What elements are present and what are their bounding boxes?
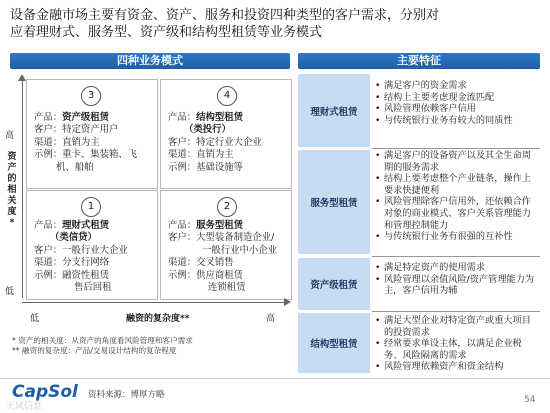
- watermark: 天风信息: [6, 402, 43, 412]
- page-title: 设备金融市场主要有资金、资产、服务和投资四种类型的客户需求，分别对 应着理财式、服务型、资产级和结构型租赁等业务模式: [10, 8, 440, 40]
- feature-list-structured: • 满足大型企业对特定资产或重大项目的投资需求 • 经常要求单设主体，以满足企业税务、风险隔离的需求 • 风险管理依赖资产和资金结构: [374, 315, 540, 373]
- capsol-logo: CapSol: [12, 382, 78, 402]
- quadrant-4-number: 4: [217, 86, 237, 106]
- quadrant-2-number: 2: [217, 197, 237, 217]
- feature-label-asset: 资产级租赁: [298, 258, 370, 310]
- quadrant-2-text: 产品：服务型租赁 客户：大型装备制造企业/ 一般行业中小企业 渠道：交叉销售 示例：供应商租赁 连锁租赁: [168, 220, 278, 294]
- feature-list-asset: • 满足特定资产的使用需求 • 风险管理以余值风险/资产管理能力为主，客户信用为辅: [374, 262, 540, 297]
- y-axis-line: [22, 80, 23, 298]
- quadrant-3-number: 3: [81, 86, 101, 106]
- x-axis-arrow: [284, 298, 291, 306]
- y-axis-low: 低: [5, 287, 15, 297]
- y-axis-label: 资 产 的 相 关 度 *: [7, 152, 17, 228]
- feature-divider: [372, 311, 540, 312]
- x-axis-high: 高: [266, 314, 276, 324]
- quadrant-1-text: 产品：理财式租赁 （类信贷） 客户：一般行业大企业 渠道：分支行网络 示例：融资性租赁 售后回租: [34, 220, 128, 294]
- footnotes: * 资产的相关度：从资产的角度看风险管理和客户需求 ** 融资的复杂度：产品/交易设计结构的复杂程度: [12, 336, 193, 355]
- quadrant-1-number: 1: [81, 197, 101, 217]
- feature-list-wealth: • 满足客户的资金需求 • 结构上主要考虑现金流匹配 • 风险管理依赖客户信用 • 与传统银行业务有较大的同质性: [374, 80, 540, 126]
- feature-label-structured: 结构型租赁: [298, 313, 370, 373]
- feature-label-wealth: 理财式租赁: [298, 74, 370, 147]
- business-models-header: 四种业务模式: [10, 53, 290, 69]
- page-number: 54: [524, 395, 536, 405]
- feature-divider: [372, 148, 540, 149]
- feature-divider: [372, 256, 540, 257]
- quadrant-4-text: 产品：结构型租赁 （类投行） 客户：特定行业大企业 渠道：直销为主 示例：基础设施等: [168, 112, 262, 173]
- y-axis-high: 高: [5, 131, 15, 141]
- source-note: 资料来源：博厚方略: [88, 390, 165, 400]
- y-axis-arrow: [18, 74, 26, 81]
- main-features-header: 主要特征: [298, 53, 540, 69]
- quadrant-3-text: 产品：资产级租赁 客户：特定资产用户 渠道：直销为主 示例：重卡、集装箱、飞 机、船舶: [34, 112, 138, 173]
- feature-list-service: • 满足客户的设备资产以及其全生命周期的服务需求 • 结构上要考虑整个产业链条，操作上要求快捷便利 • 风险管理除客户信用外，还依赖合作对象的商业模式、客户关系管理能力和管理控制能力 • 与传统银行业务有很强的互补性: [374, 150, 540, 243]
- feature-label-service: 服务型租赁: [298, 150, 370, 254]
- x-axis-label: 融资的复杂度**: [126, 314, 190, 324]
- footer-rule: [0, 378, 550, 379]
- x-axis-low: 低: [30, 314, 40, 324]
- x-axis-line: [22, 302, 284, 303]
